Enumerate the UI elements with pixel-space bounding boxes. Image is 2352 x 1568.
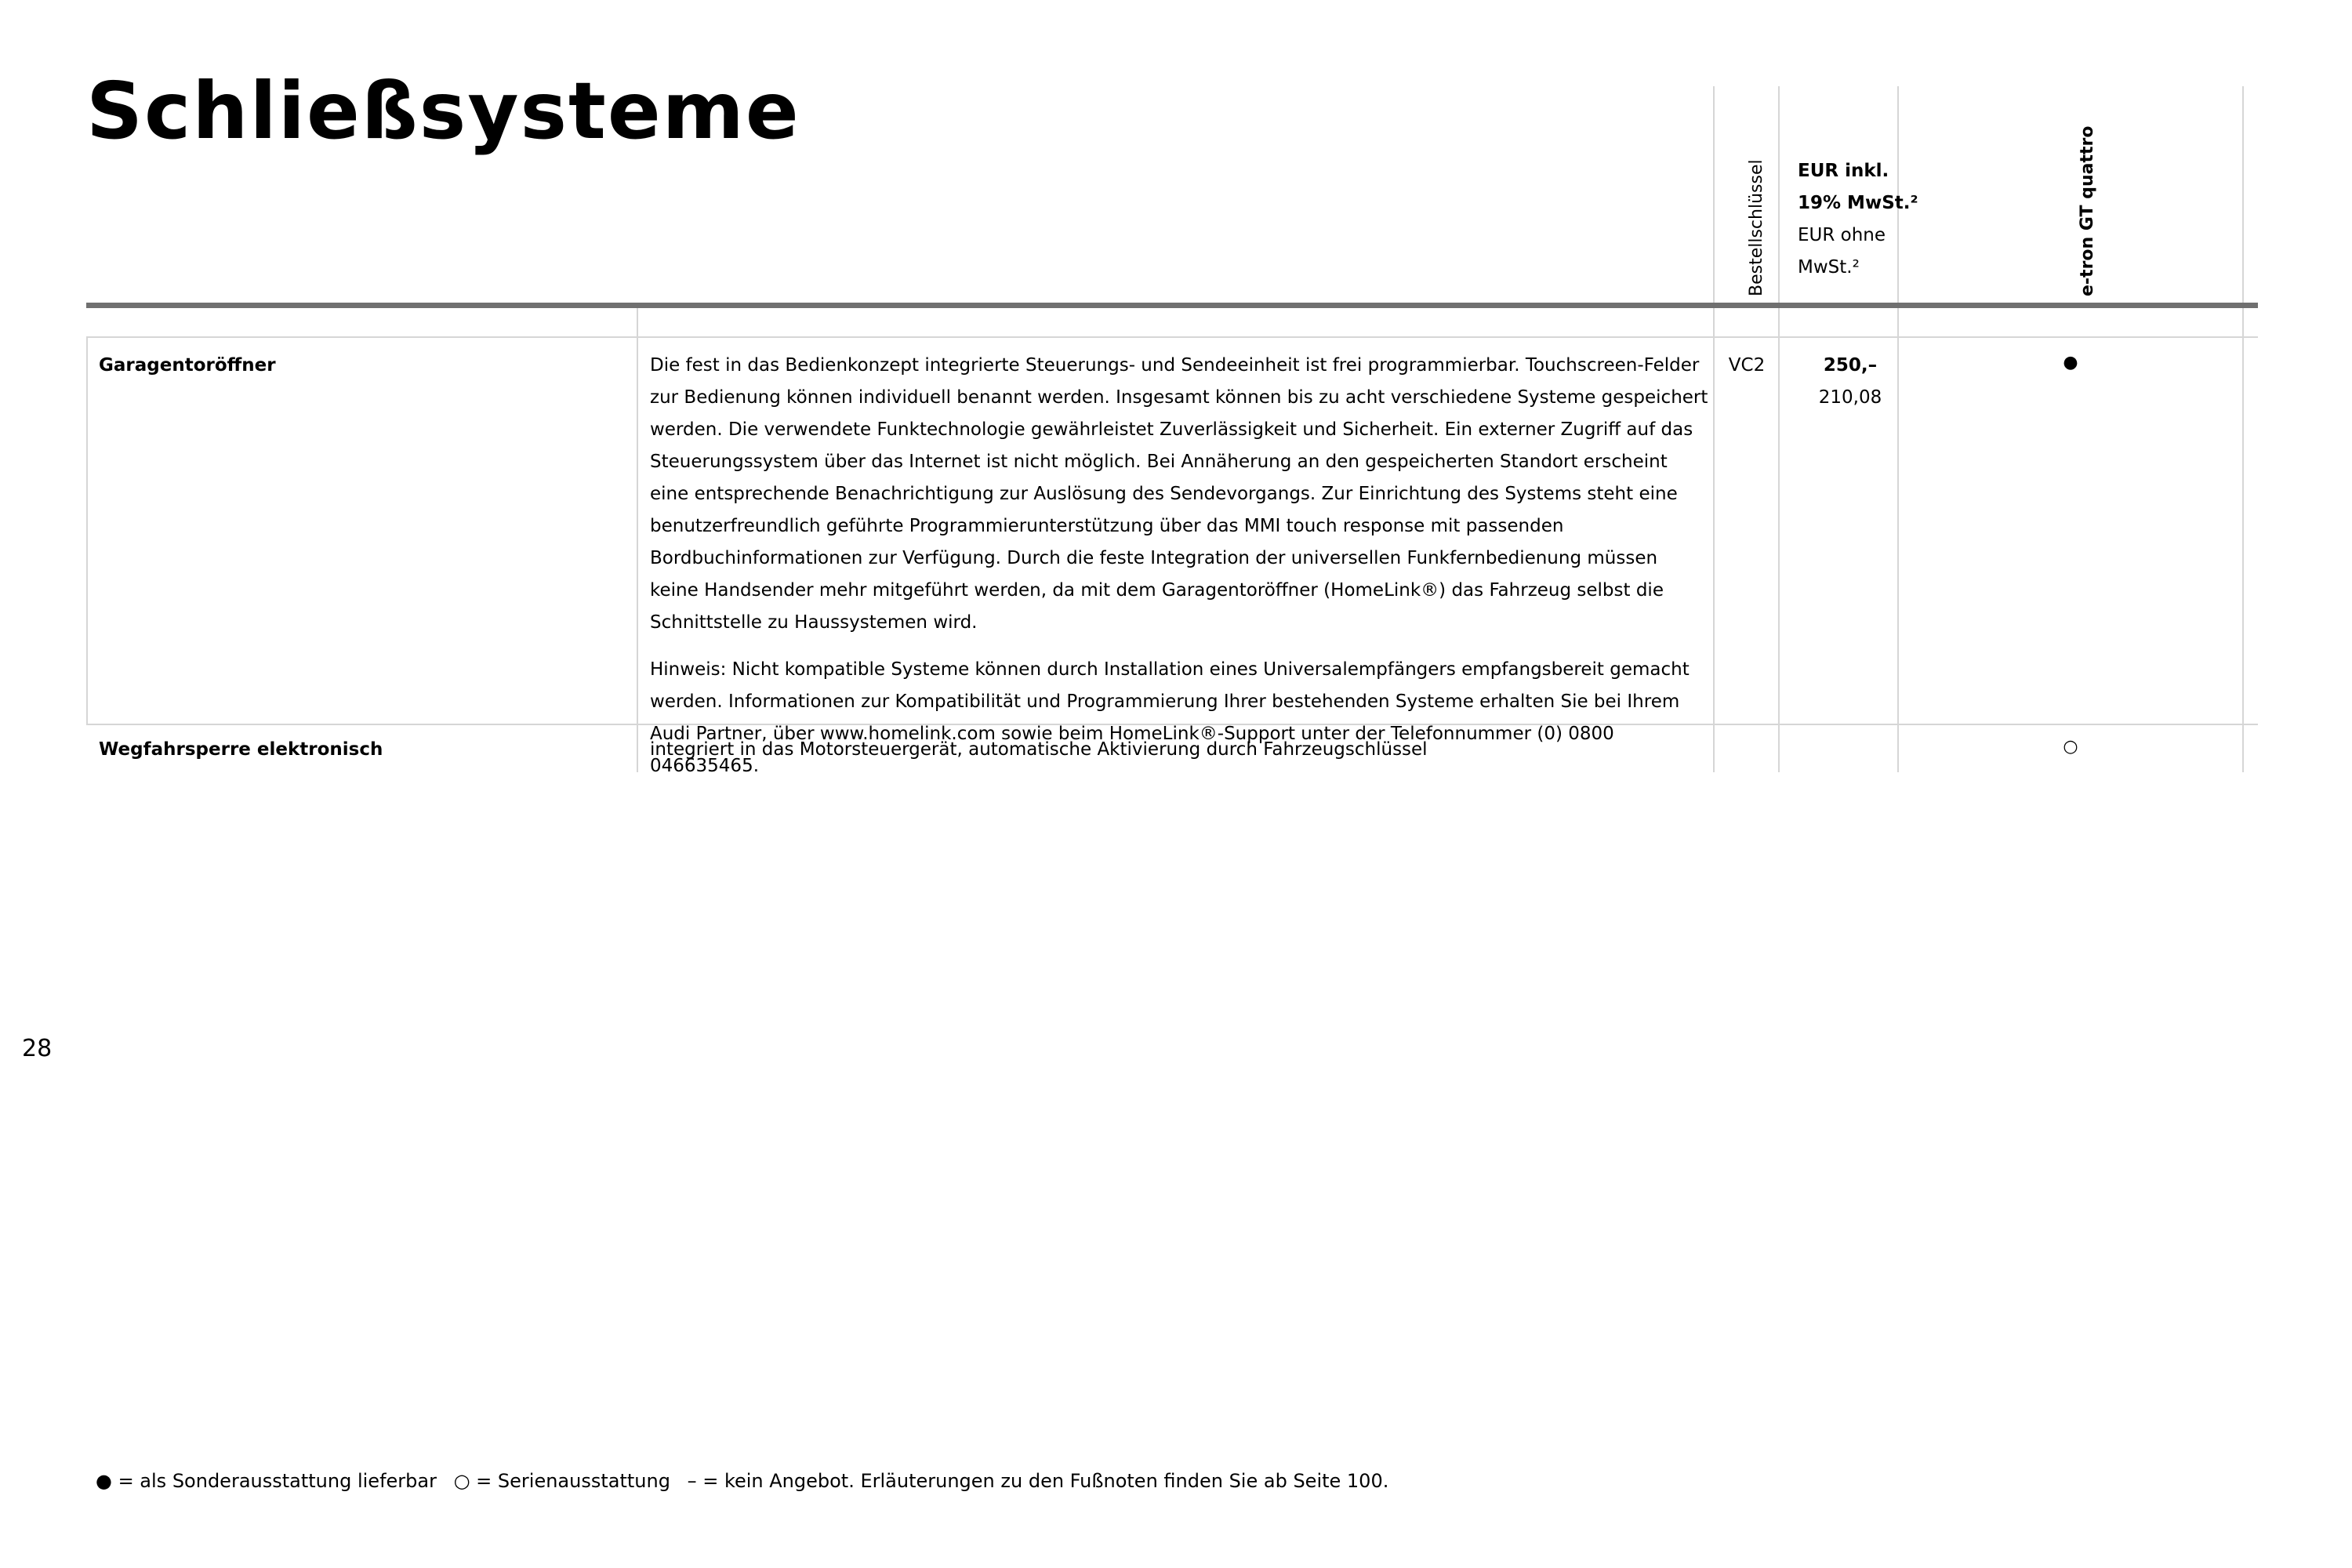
row-label-immobilizer: Wegfahrsperre elektronisch xyxy=(99,739,383,760)
price-gross: 250,– xyxy=(1823,355,1878,376)
header-price-net-line2: MwSt.² xyxy=(1798,257,1860,278)
page-number: 28 xyxy=(22,1035,53,1062)
page-title: Schließsysteme xyxy=(86,65,800,157)
header-price xyxy=(1798,155,1918,284)
row-description xyxy=(650,734,1708,766)
header-model: e-tron GT quattro xyxy=(2078,125,2097,296)
header-price-gross-line1: EUR inkl. xyxy=(1798,161,1889,181)
column-divider xyxy=(86,336,88,725)
header-price-gross-line2: 19% MwSt.² xyxy=(1798,193,1918,213)
description-paragraph: Die fest in das Bedienkonzept integrierte Steuerungs- und Sendeeinheit ist frei programmierbar. Touchscreen-Felder zur Bedienung können individuell benannt werden. Insgesamt können bis zu acht verschiedene Systeme gespeichert werden. Die verwendete Funktechnologie gewährleistet Zuverlässigkeit und Sicherheit. Ein externer Zugriff auf das Steuerungssystem über das Internet ist nicht möglich. Bei Annäherung an den gespeicherten Standort erscheint eine entsprechende Benachrichtigung zur Auslösung des Sendevorgangs. Zur Einrichtung des Systems steht eine benutzerfreundlich geführte Programmierunterstützung über das MMI touch response mit passenden Bordbuchinformationen zur Verfügung. Durch die feste Integration der universellen Funkfernbedienung müssen keine Handsender mehr mitgeführt werden, da mit dem Garagentoröffner (HomeLink®) das Fahrzeug selbst die Schnittstelle zu Haussystemen wird. xyxy=(650,355,1708,633)
price-net: 210,08 xyxy=(1818,387,1882,408)
availability-optional-icon: ● xyxy=(2063,353,2078,372)
legend xyxy=(96,1470,1399,1492)
header-order-key: Bestellschlüssel xyxy=(1747,159,1766,296)
legend-standard: ○ = Serienausstattung xyxy=(453,1470,670,1492)
row-label-garage-opener: Garagentoröffner xyxy=(99,355,276,376)
column-divider xyxy=(1713,86,1715,772)
order-code: VC2 xyxy=(1728,355,1766,376)
description-paragraph: integriert in das Motorsteuergerät, automatische Aktivierung durch Fahrzeugschlüssel xyxy=(650,739,1428,760)
header-price-net-line1: EUR ohne xyxy=(1798,225,1886,245)
column-divider xyxy=(1778,86,1780,772)
column-divider xyxy=(2242,86,2244,772)
legend-none: – = kein Angebot. Erläuterungen zu den Fußnoten finden Sie ab Seite 100. xyxy=(687,1470,1389,1492)
legend-optional: ● = als Sonderausstattung lieferbar xyxy=(96,1470,437,1492)
header-rule xyxy=(86,303,2258,308)
row-description xyxy=(650,350,1708,782)
availability-standard-icon: ○ xyxy=(2063,737,2078,757)
description-note: Hinweis: Nicht kompatible Systeme können durch Installation eines Universalempfängers empfangsbereit gemacht werden. Informationen zur Kompatibilität und Programmierung Ihrer bestehenden Systeme erhalten Sie bei Ihrem Audi Partner, über www.homelink.com sowie beim HomeLink®-Support unter der Telefonnummer (0) 0800 046635465. xyxy=(650,659,1690,776)
price-cell xyxy=(1791,350,1909,414)
table-top-rule xyxy=(86,336,2258,338)
column-divider xyxy=(637,308,638,772)
